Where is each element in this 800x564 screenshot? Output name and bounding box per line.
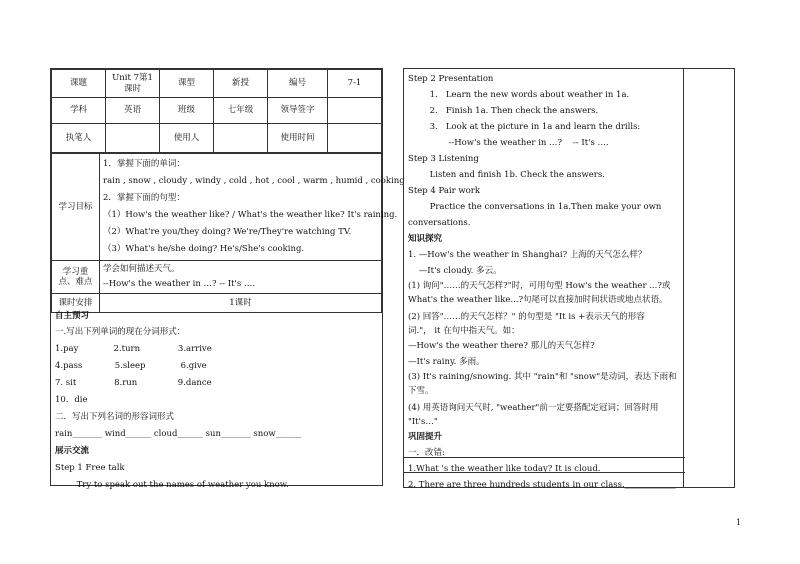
key-label: [52, 261, 100, 294]
cell-class-label: 班级: [160, 98, 214, 124]
divider-line-2: [404, 472, 685, 473]
body-line: conversations.: [408, 218, 471, 228]
cell-author-label: 执笔人: [52, 124, 106, 153]
section-heading: 知识探究: [408, 234, 443, 244]
cell-type-value: 新授: [214, 70, 268, 98]
body-line: Step 2 Presentation: [408, 74, 494, 84]
key-label-line: 点、难点: [58, 277, 93, 287]
left-sheet: [50, 68, 405, 490]
header-row-1: [52, 70, 382, 98]
body-line: rain_______ wind______ cloud______ sun_______ snow______: [55, 429, 302, 439]
section-heading: 展示交流: [55, 446, 90, 456]
body-line: What's the weather like...?句尾可以直接加时间状语或地点状语。: [408, 295, 668, 305]
body-line: 一.写出下列单词的现在分词形式：: [55, 327, 186, 337]
header-row-3: [52, 124, 382, 153]
body-line: 2. There are three hundreds students in our class.____________: [408, 480, 676, 490]
body-line: —How's the weather there? 那儿的天气怎样?: [408, 341, 595, 351]
cell-subject-label: 学科: [52, 98, 106, 124]
body-line: Step 1 Free talk: [55, 463, 125, 473]
cell-number-label: 编号: [268, 70, 328, 98]
body-line: 1. Learn the new words about weather in 1a.: [408, 90, 630, 100]
cell-user-value: [214, 124, 268, 153]
cell-number-value: 7-1: [328, 70, 382, 98]
right-sheet: [403, 68, 735, 488]
header-table: [51, 69, 382, 153]
goal-line: rain , snow , cloudy , windy , cold , hot , cool , warm , humid , cooking: [103, 176, 405, 186]
body-line: 下雪。: [408, 386, 434, 396]
goals-content: [100, 154, 405, 261]
body-line: 1.pay 2.turn 3.arrive: [55, 344, 212, 354]
goals-row: [52, 154, 382, 261]
key-line: --How's the weather in …? -- It's ….: [103, 279, 256, 289]
body-line: 二．写出下列名词的形容词形式: [55, 412, 175, 422]
body-line: Try to speak out the names of weather you know.: [55, 480, 289, 490]
body-line: —It's cloudy. 多云。: [408, 266, 502, 276]
key-content: [100, 261, 382, 294]
cell-sign-value: [328, 98, 382, 124]
body-line: 7. sit 8.run 9.dance: [55, 378, 212, 388]
body-line: Step 3 Listening: [408, 154, 479, 164]
left-body: [55, 308, 380, 494]
goals-table: [51, 153, 405, 313]
body-line: (1) 询问"……的天气怎样?"时，可用句型 How's the weather ...?或: [408, 281, 671, 291]
cell-subject-value: 英语: [106, 98, 160, 124]
body-line: (3) It's raining/snowing. 其中 "rain"和 "snow"是动词，表达下雨和: [408, 372, 677, 382]
body-line: 词."， it 在句中指天气。如：: [408, 326, 520, 336]
body-line: 2. Finish 1a. Then check the answers.: [408, 106, 599, 116]
body-line: (2) 回答"……的天气怎样？" 的句型是 "It is +表示天气的形容: [408, 312, 645, 322]
body-line: —It's rainy. 多雨。: [408, 357, 485, 367]
goal-line: （2）What're you/they doing? We're/They're watching TV.: [103, 227, 352, 237]
body-line: 10．die: [55, 395, 88, 405]
key-row: [52, 261, 382, 294]
body-line: 1.What 's the weather like today? It is cloud._____________: [408, 464, 656, 474]
cell-sign-label: 领导签字: [268, 98, 328, 124]
period-value: 1课时: [100, 294, 382, 313]
key-line: 学会如何描述天气。: [103, 264, 180, 274]
cell-author-value: [106, 124, 160, 153]
body-line: 3. Look at the picture in 1a and learn the drills:: [408, 122, 641, 132]
cell-time-value: [328, 124, 382, 153]
cell-type-label: 课型: [160, 70, 214, 98]
body-line: "It's…": [408, 417, 438, 427]
goals-label: 学习目标: [52, 154, 100, 261]
cell-user-label: 使用人: [160, 124, 214, 153]
cell-time-label: 使用时间: [268, 124, 328, 153]
body-line: Practice the conversations in 1a.Then make your own: [408, 202, 662, 212]
section-heading: 自主预习: [55, 311, 90, 321]
goal-line: 1．掌握下面的单词：: [103, 159, 185, 169]
header-row-2: [52, 98, 382, 124]
body-line: 一．改错:: [408, 448, 445, 458]
goal-line: 2．掌握下面的句型：: [103, 193, 185, 203]
period-label: 课时安排: [52, 294, 100, 313]
cell-class-value: 七年级: [214, 98, 268, 124]
goal-line: （1）How's the weather like? / What's the weather like? It's raining.: [103, 210, 398, 220]
section-heading: 巩固提升: [408, 432, 443, 442]
cell-topic-label: 课题: [52, 70, 106, 98]
body-line: (4) 用英语询问天气时, "weather"前一定要搭配定冠词；回答时用: [408, 403, 659, 413]
goal-line: （3）What's he/she doing? He's/She's cooking.: [103, 244, 305, 254]
body-line: Listen and finish 1b. Check the answers.: [408, 170, 605, 180]
divider-line-1: [404, 457, 685, 458]
key-label-line: 学习重: [62, 266, 89, 277]
right-body: [408, 71, 684, 493]
body-line: 4.pass 5.sleep 6.give: [55, 361, 207, 371]
body-line: 1. —How's the weather in Shanghai? 上海的天气怎么样？: [408, 250, 647, 260]
cell-topic-value: Unit 7第1课时: [106, 70, 160, 98]
notes-column: [683, 69, 734, 487]
page-number: 1: [736, 518, 742, 527]
body-line: Step 4 Pair work: [408, 186, 481, 196]
body-line: --How's the weather in …? -- It's ….: [408, 138, 609, 148]
